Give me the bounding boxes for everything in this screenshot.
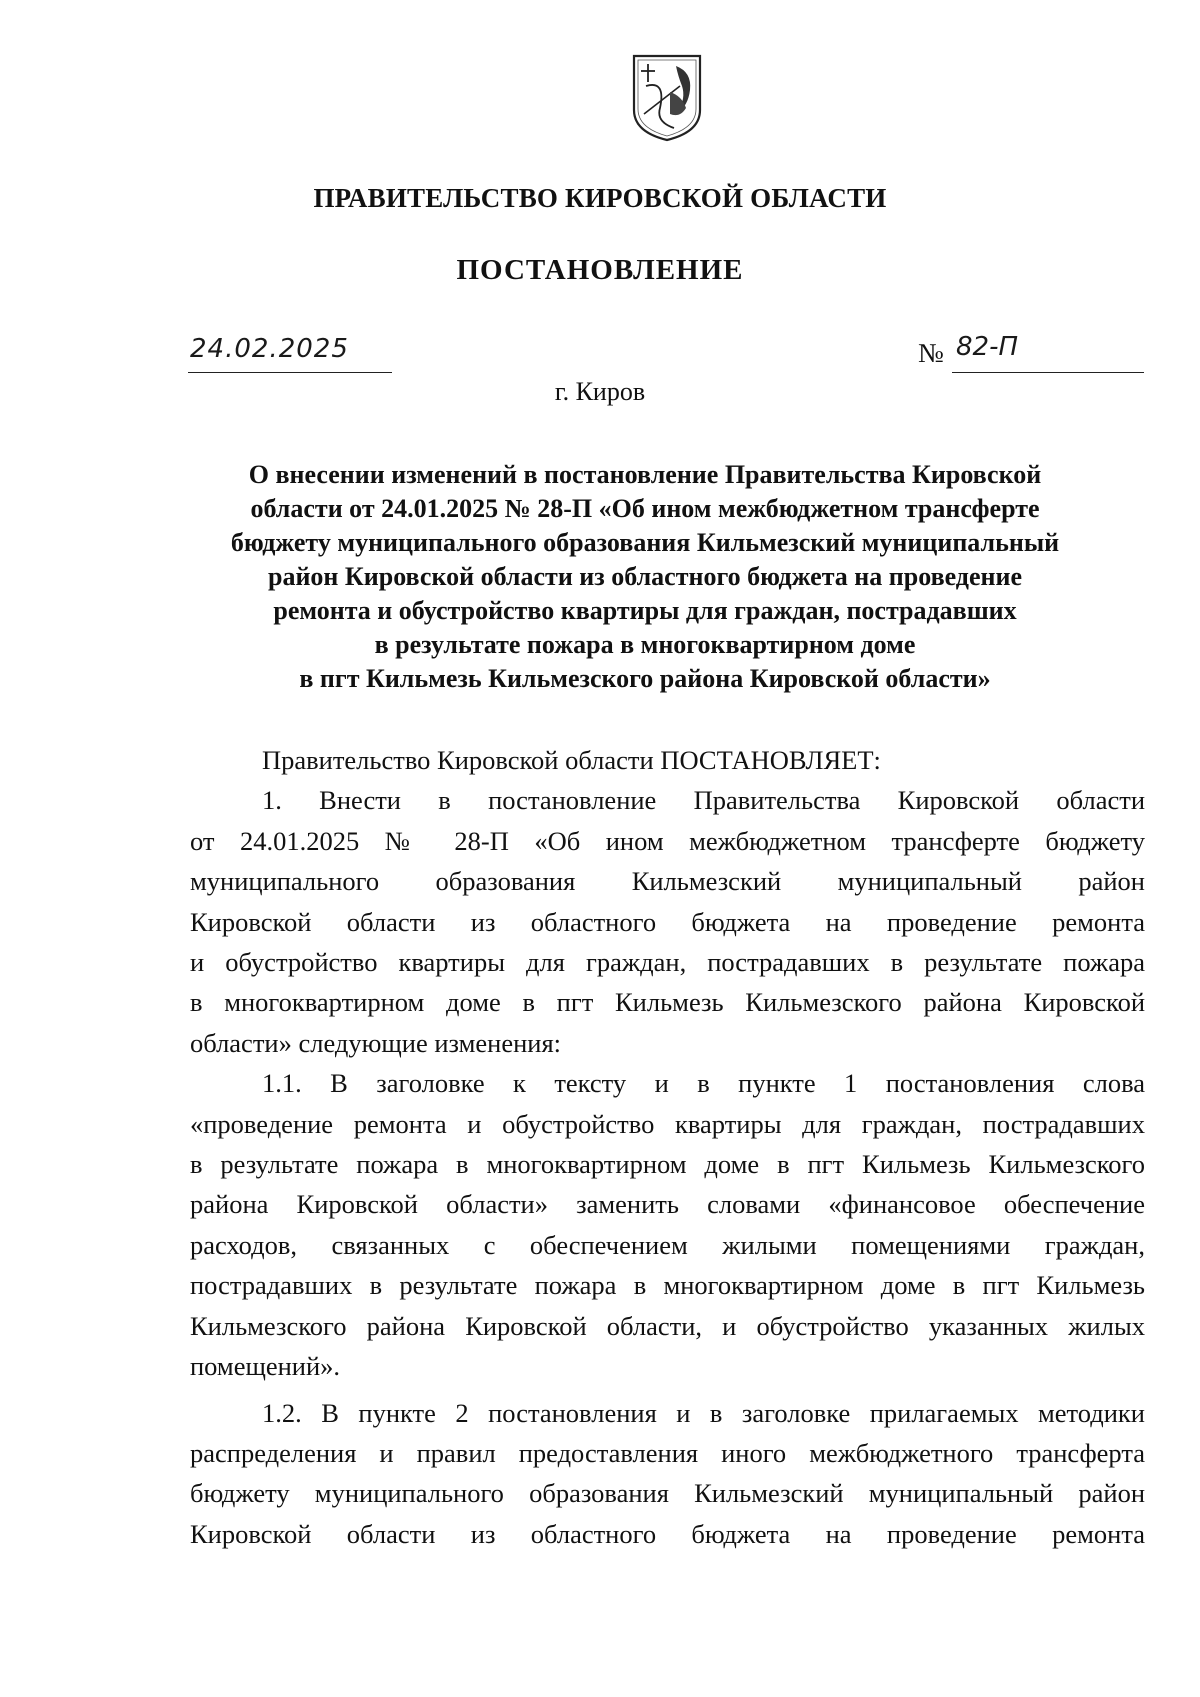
number-sign: № xyxy=(918,338,944,368)
paragraph-1-line: в многоквартирном доме в пгт Кильмезь Кильмезского района Кировской xyxy=(190,987,1145,1018)
paragraph-1-line: 1. Внести в постановление Правительства Кировской области xyxy=(262,785,1145,816)
title-line: О внесении изменений в постановление Правительства Кировской xyxy=(248,460,1042,489)
title-line: ремонта и обустройство квартиры для граждан, пострадавших xyxy=(273,596,1017,625)
intro-paragraph: Правительство Кировской области ПОСТАНОВЛЯЕТ: xyxy=(262,745,881,775)
paragraph-1-1-line: расходов, связанных с обеспечением жилыми помещениями граждан, xyxy=(190,1229,1145,1260)
title-line: области от 24.01.2025 № 28-П «Об ином межбюджетном трансферте xyxy=(250,494,1040,523)
paragraph-1-1-line: Кильмезского района Кировской области, и обустройство указанных жилых xyxy=(190,1310,1145,1341)
paragraph-1-line: от 24.01.2025 № 28-П «Об ином межбюджетном трансферте бюджету xyxy=(190,825,1145,856)
title-line: в пгт Кильмезь Кильмезского района Кировской области» xyxy=(299,664,991,693)
paragraph-1-1-line: района Кировской области» заменить словами «финансовое обеспечение xyxy=(190,1189,1145,1220)
organization-name: ПРАВИТЕЛЬСТВО КИРОВСКОЙ ОБЛАСТИ xyxy=(313,183,887,213)
paragraph-1-line: области» следующие изменения: xyxy=(190,1027,562,1058)
paragraph-1-1-line: «проведение ремонта и обустройство квартиры для граждан, пострадавших xyxy=(190,1108,1145,1139)
title-line: в результате пожара в многоквартирном доме xyxy=(374,630,916,659)
document-type: ПОСТАНОВЛЕНИЕ xyxy=(456,254,744,286)
paragraph-1-1-line: 1.1. В заголовке к тексту и в пункте 1 постановления слова xyxy=(262,1068,1145,1099)
date-underline xyxy=(188,372,392,373)
paragraph-1-1-line: пострадавших в результате пожара в многоквартирном доме в пгт Кильмезь xyxy=(190,1270,1145,1301)
city: г. Киров xyxy=(554,377,646,406)
paragraph-1-line: и обустройство квартиры для граждан, пострадавших в результате пожара xyxy=(190,947,1145,978)
paragraph-1-2-line: Кировской области из областного бюджета на проведение ремонта xyxy=(190,1518,1145,1549)
document-title xyxy=(180,458,1110,696)
coat-of-arms-emblem xyxy=(630,52,704,142)
paragraph-1-2-line: бюджету муниципального образования Кильмезский муниципальный район xyxy=(190,1478,1145,1509)
number-underline xyxy=(952,372,1144,373)
document-body xyxy=(190,740,1145,1554)
title-line: бюджету муниципального образования Кильмезский муниципальный xyxy=(230,528,1060,557)
paragraph-1-2-line: 1.2. В пункте 2 постановления и в заголовке прилагаемых методики xyxy=(262,1397,1145,1428)
document-date: 24.02.2025 xyxy=(190,334,349,364)
paragraph-1-1-line: в результате пожара в многоквартирном доме в пгт Кильмезь Кильмезского xyxy=(190,1149,1145,1180)
paragraph-1-1-line: помещений». xyxy=(190,1351,341,1382)
document-number: 82-П xyxy=(956,332,1019,362)
title-line: район Кировской области из областного бюджета на проведение xyxy=(267,562,1022,591)
paragraph-1-2-line: распределения и правил предоставления иного межбюджетного трансферта xyxy=(190,1437,1145,1468)
paragraph-1-line: Кировской области из областного бюджета на проведение ремонта xyxy=(190,906,1145,937)
paragraph-1-line: муниципального образования Кильмезский муниципальный район xyxy=(190,866,1145,897)
